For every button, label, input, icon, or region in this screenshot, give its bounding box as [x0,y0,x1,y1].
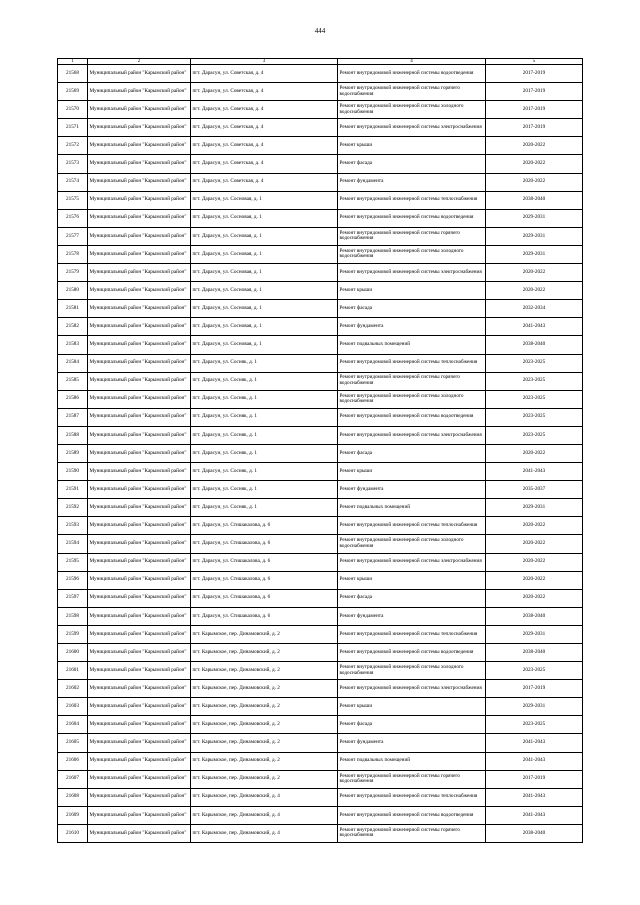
table-row [58,119,583,137]
table-row [58,390,583,408]
address-cell: пгт. Дарасун, ул. Сосняк, д. 1 [191,463,338,481]
row-number-cell: 21590 [58,463,88,481]
row-number-cell: 21601 [58,662,88,680]
work-type-cell: Ремонт фундамента [338,481,486,499]
row-number-cell: 21570 [58,101,88,119]
address-cell: пгт. Карымское, пер. Динамовский, д. 2 [191,662,338,680]
address-cell: пгт. Дарасун, ул. Стишакалова, д. 6 [191,607,338,625]
table-row [58,770,583,788]
row-number-cell: 21577 [58,227,88,245]
work-type-cell: Ремонт подвальных помещений [338,336,486,354]
district-cell: Муниципальный район "Карымский район" [88,408,191,426]
district-cell: Муниципальный район "Карымский район" [88,336,191,354]
district-cell: Муниципальный район "Карымский район" [88,481,191,499]
period-cell: 2029-2031 [486,245,583,263]
table-row [58,571,583,589]
work-type-cell: Ремонт крыши [338,698,486,716]
table-row [58,752,583,770]
table-row [58,155,583,173]
table-row [58,65,583,83]
row-number-cell: 21600 [58,644,88,662]
period-cell: 2041-2043 [486,463,583,481]
work-type-cell: Ремонт фундамента [338,318,486,336]
work-type-cell: Ремонт фасада [338,716,486,734]
work-type-cell: Ремонт внутридомовой инженерной системы холодного водоснабжения [338,535,486,553]
address-cell: пгт. Дарасун, ул. Сосновая, д. 1 [191,209,338,227]
work-type-cell: Ремонт внутридомовой инженерной системы теплоснабжения [338,191,486,209]
work-type-cell: Ремонт внутридомовой инженерной системы теплоснабжения [338,625,486,643]
period-cell: 2020-2022 [486,553,583,571]
table-row [58,83,583,101]
work-type-cell: Ремонт внутридомовой инженерной системы водоотведения [338,209,486,227]
work-type-cell: Ремонт внутридомовой инженерной системы холодного водоснабжения [338,101,486,119]
row-number-cell: 21569 [58,83,88,101]
row-number-cell: 21576 [58,209,88,227]
column-header-1: 1 [58,59,88,65]
row-number-cell: 21579 [58,264,88,282]
table-row [58,336,583,354]
district-cell: Муниципальный район "Карымский район" [88,535,191,553]
row-number-cell: 21609 [58,806,88,824]
row-number-cell: 21582 [58,318,88,336]
address-cell: пгт. Карымское, пер. Динамовский, д. 4 [191,824,338,842]
table-row [58,209,583,227]
work-type-cell: Ремонт внутридомовой инженерной системы горячего водоснабжения [338,227,486,245]
work-type-cell: Ремонт внутридомовой инженерной системы водоотведения [338,65,486,83]
address-cell: пгт. Карымское, пер. Динамовский, д. 4 [191,788,338,806]
address-cell: пгт. Дарасун, ул. Сосняк, д. 1 [191,390,338,408]
address-cell: пгт. Дарасун, ул. Сосняк, д. 1 [191,408,338,426]
period-cell: 2017-2019 [486,65,583,83]
address-cell: пгт. Дарасун, ул. Стишакалова, д. 6 [191,571,338,589]
row-number-cell: 21604 [58,716,88,734]
row-number-cell: 21587 [58,408,88,426]
row-number-cell: 21574 [58,173,88,191]
district-cell: Муниципальный район "Карымский район" [88,824,191,842]
table-row [58,788,583,806]
row-number-cell: 21586 [58,390,88,408]
row-number-cell: 21592 [58,499,88,517]
district-cell: Муниципальный район "Карымский район" [88,644,191,662]
table-row [58,607,583,625]
table-row [58,426,583,444]
period-cell: 2020-2022 [486,589,583,607]
period-cell: 2020-2022 [486,155,583,173]
district-cell: Муниципальный район "Карымский район" [88,806,191,824]
row-number-cell: 21603 [58,698,88,716]
table-row [58,101,583,119]
period-cell: 2017-2019 [486,770,583,788]
period-cell: 2023-2025 [486,426,583,444]
table-row [58,589,583,607]
work-type-cell: Ремонт фасада [338,155,486,173]
work-type-cell: Ремонт фундамента [338,734,486,752]
table-row [58,318,583,336]
district-cell: Муниципальный район "Карымский район" [88,282,191,300]
address-cell: пгт. Дарасун, ул. Советская, д. 4 [191,65,338,83]
period-cell: 2020-2022 [486,571,583,589]
address-cell: пгт. Карымское, пер. Динамовский, д. 2 [191,698,338,716]
row-number-cell: 21572 [58,137,88,155]
district-cell: Муниципальный район "Карымский район" [88,354,191,372]
address-cell: пгт. Дарасун, ул. Стишакалова, д. 6 [191,535,338,553]
address-cell: пгт. Дарасун, ул. Сосновая, д. 1 [191,264,338,282]
column-header-5: 5 [486,59,583,65]
table-row [58,481,583,499]
table-row [58,517,583,535]
column-header-3: 3 [191,59,338,65]
page-number: 444 [314,27,326,35]
table-row [58,553,583,571]
address-cell: пгт. Дарасун, ул. Сосняк, д. 1 [191,481,338,499]
row-number-cell: 21580 [58,282,88,300]
period-cell: 2023-2025 [486,716,583,734]
row-number-cell: 21571 [58,119,88,137]
period-cell: 2020-2022 [486,535,583,553]
work-type-cell: Ремонт фундамента [338,173,486,191]
table-row [58,354,583,372]
repair-schedule-table [57,58,583,843]
district-cell: Муниципальный район "Карымский район" [88,227,191,245]
district-cell: Муниципальный район "Карымский район" [88,734,191,752]
table-row [58,444,583,462]
district-cell: Муниципальный район "Карымский район" [88,101,191,119]
table-row [58,698,583,716]
address-cell: пгт. Дарасун, ул. Стишакалова, д. 6 [191,553,338,571]
period-cell: 2041-2043 [486,318,583,336]
row-number-cell: 21606 [58,752,88,770]
address-cell: пгт. Карымское, пер. Динамовский, д. 2 [191,680,338,698]
table-row [58,463,583,481]
district-cell: Муниципальный район "Карымский район" [88,553,191,571]
row-number-cell: 21575 [58,191,88,209]
district-cell: Муниципальный район "Карымский район" [88,444,191,462]
address-cell: пгт. Карымское, пер. Динамовский, д. 4 [191,806,338,824]
period-cell: 2038-2040 [486,607,583,625]
district-cell: Муниципальный район "Карымский район" [88,209,191,227]
period-cell: 2029-2031 [486,499,583,517]
column-header-2: 2 [88,59,191,65]
table-row [58,191,583,209]
work-type-cell: Ремонт внутридомовой инженерной системы электроснабжения [338,426,486,444]
table-row [58,644,583,662]
district-cell: Муниципальный район "Карымский район" [88,680,191,698]
period-cell: 2041-2043 [486,806,583,824]
table-body [58,59,583,843]
work-type-cell: Ремонт внутридомовой инженерной системы водоотведения [338,644,486,662]
period-cell: 2020-2022 [486,137,583,155]
district-cell: Муниципальный район "Карымский район" [88,264,191,282]
period-cell: 2023-2025 [486,372,583,390]
address-cell: пгт. Дарасун, ул. Сосновая, д. 1 [191,300,338,318]
table-row [58,535,583,553]
row-number-cell: 21585 [58,372,88,390]
period-cell: 2017-2019 [486,83,583,101]
table-row [58,300,583,318]
address-cell: пгт. Дарасун, ул. Сосновая, д. 1 [191,336,338,354]
work-type-cell: Ремонт фасада [338,444,486,462]
work-type-cell: Ремонт внутридомовой инженерной системы электроснабжения [338,680,486,698]
address-cell: пгт. Дарасун, ул. Сосняк, д. 1 [191,372,338,390]
address-cell: пгт. Дарасун, ул. Советская, д. 4 [191,83,338,101]
table-row [58,264,583,282]
address-cell: пгт. Карымское, пер. Динамовский, д. 2 [191,734,338,752]
work-type-cell: Ремонт внутридомовой инженерной системы теплоснабжения [338,354,486,372]
work-type-cell: Ремонт крыши [338,137,486,155]
district-cell: Муниципальный район "Карымский район" [88,372,191,390]
district-cell: Муниципальный район "Карымский район" [88,716,191,734]
row-number-cell: 21591 [58,481,88,499]
address-cell: пгт. Дарасун, ул. Советская, д. 4 [191,155,338,173]
period-cell: 2020-2022 [486,282,583,300]
address-cell: пгт. Дарасун, ул. Советская, д. 4 [191,137,338,155]
column-header-4: 4 [338,59,486,65]
row-number-cell: 21578 [58,245,88,263]
work-type-cell: Ремонт подвальных помещений [338,752,486,770]
period-cell: 2020-2022 [486,517,583,535]
work-type-cell: Ремонт внутридомовой инженерной системы водоотведения [338,806,486,824]
district-cell: Муниципальный район "Карымский район" [88,625,191,643]
address-cell: пгт. Дарасун, ул. Сосновая, д. 1 [191,282,338,300]
table-row [58,734,583,752]
district-cell: Муниципальный район "Карымский район" [88,65,191,83]
work-type-cell: Ремонт крыши [338,463,486,481]
row-number-cell: 21593 [58,517,88,535]
row-number-cell: 21597 [58,589,88,607]
table-row [58,173,583,191]
period-cell: 2029-2031 [486,625,583,643]
period-cell: 2029-2031 [486,227,583,245]
period-cell: 2023-2025 [486,662,583,680]
work-type-cell: Ремонт крыши [338,571,486,589]
table-row [58,806,583,824]
district-cell: Муниципальный район "Карымский район" [88,137,191,155]
address-cell: пгт. Дарасун, ул. Сосновая, д. 1 [191,227,338,245]
period-cell: 2023-2025 [486,354,583,372]
address-cell: пгт. Дарасун, ул. Советская, д. 4 [191,173,338,191]
period-cell: 2017-2019 [486,101,583,119]
work-type-cell: Ремонт крыши [338,282,486,300]
address-cell: пгт. Карымское, пер. Динамовский, д. 2 [191,625,338,643]
row-number-cell: 21584 [58,354,88,372]
address-cell: пгт. Дарасун, ул. Сосновая, д. 1 [191,245,338,263]
period-cell: 2020-2022 [486,264,583,282]
district-cell: Муниципальный район "Карымский район" [88,318,191,336]
table-row [58,372,583,390]
table-row [58,282,583,300]
period-cell: 2038-2040 [486,336,583,354]
address-cell: пгт. Карымское, пер. Динамовский, д. 2 [191,716,338,734]
period-cell: 2029-2031 [486,209,583,227]
table-row [58,137,583,155]
work-type-cell: Ремонт внутридомовой инженерной системы электроснабжения [338,119,486,137]
address-cell: пгт. Дарасун, ул. Сосняк, д. 1 [191,426,338,444]
work-type-cell: Ремонт подвальных помещений [338,499,486,517]
district-cell: Муниципальный район "Карымский район" [88,517,191,535]
district-cell: Муниципальный район "Карымский район" [88,662,191,680]
work-type-cell: Ремонт внутридомовой инженерной системы холодного водоснабжения [338,245,486,263]
address-cell: пгт. Дарасун, ул. Сосняк, д. 1 [191,354,338,372]
row-number-cell: 21589 [58,444,88,462]
work-type-cell: Ремонт внутридомовой инженерной системы холодного водоснабжения [338,390,486,408]
district-cell: Муниципальный район "Карымский район" [88,173,191,191]
district-cell: Муниципальный район "Карымский район" [88,119,191,137]
district-cell: Муниципальный район "Карымский район" [88,698,191,716]
row-number-cell: 21588 [58,426,88,444]
address-cell: пгт. Дарасун, ул. Сосновая, д. 1 [191,318,338,336]
row-number-cell: 21610 [58,824,88,842]
row-number-cell: 21607 [58,770,88,788]
period-cell: 2029-2031 [486,698,583,716]
district-cell: Муниципальный район "Карымский район" [88,752,191,770]
row-number-cell: 21598 [58,607,88,625]
row-number-cell: 21608 [58,788,88,806]
address-cell: пгт. Дарасун, ул. Стишакалова, д. 6 [191,517,338,535]
address-cell: пгт. Карымское, пер. Динамовский, д. 2 [191,752,338,770]
work-type-cell: Ремонт внутридомовой инженерной системы водоотведения [338,408,486,426]
district-cell: Муниципальный район "Карымский район" [88,607,191,625]
district-cell: Муниципальный район "Карымский район" [88,155,191,173]
work-type-cell: Ремонт внутридомовой инженерной системы электроснабжения [338,264,486,282]
district-cell: Муниципальный район "Карымский район" [88,770,191,788]
row-number-cell: 21599 [58,625,88,643]
address-cell: пгт. Карымское, пер. Динамовский, д. 2 [191,644,338,662]
period-cell: 2023-2025 [486,408,583,426]
address-cell: пгт. Дарасун, ул. Советская, д. 4 [191,119,338,137]
address-cell: пгт. Дарасун, ул. Сосняк, д. 1 [191,499,338,517]
period-cell: 2023-2025 [486,390,583,408]
period-cell: 2035-2037 [486,481,583,499]
period-cell: 2038-2040 [486,644,583,662]
district-cell: Муниципальный район "Карымский район" [88,83,191,101]
row-number-cell: 21602 [58,680,88,698]
work-type-cell: Ремонт внутридомовой инженерной системы горячего водоснабжения [338,372,486,390]
address-cell: пгт. Дарасун, ул. Стишакалова, д. 6 [191,589,338,607]
row-number-cell: 21581 [58,300,88,318]
work-type-cell: Ремонт внутридомовой инженерной системы электроснабжения [338,553,486,571]
period-cell: 2017-2019 [486,119,583,137]
work-type-cell: Ремонт фасада [338,589,486,607]
district-cell: Муниципальный район "Карымский район" [88,191,191,209]
work-type-cell: Ремонт внутридомовой инженерной системы горячего водоснабжения [338,824,486,842]
row-number-cell: 21573 [58,155,88,173]
period-cell: 2041-2043 [486,752,583,770]
table-row [58,408,583,426]
work-type-cell: Ремонт внутридомовой инженерной системы горячего водоснабжения [338,770,486,788]
period-cell: 2032-2034 [486,300,583,318]
row-number-cell: 21605 [58,734,88,752]
work-type-cell: Ремонт внутридомовой инженерной системы теплоснабжения [338,788,486,806]
row-number-cell: 21583 [58,336,88,354]
work-type-cell: Ремонт фундамента [338,607,486,625]
row-number-cell: 21568 [58,65,88,83]
table-row [58,227,583,245]
district-cell: Муниципальный район "Карымский район" [88,426,191,444]
table-row [58,716,583,734]
period-cell: 2041-2043 [486,734,583,752]
district-cell: Муниципальный район "Карымский район" [88,390,191,408]
table-row [58,662,583,680]
address-cell: пгт. Дарасун, ул. Сосняк, д. 1 [191,444,338,462]
row-number-cell: 21594 [58,535,88,553]
row-number-cell: 21596 [58,571,88,589]
period-cell: 2017-2019 [486,680,583,698]
period-cell: 2038-2040 [486,824,583,842]
table-row [58,499,583,517]
work-type-cell: Ремонт фасада [338,300,486,318]
row-number-cell: 21595 [58,553,88,571]
address-cell: пгт. Дарасун, ул. Советская, д. 4 [191,101,338,119]
address-cell: пгт. Дарасун, ул. Сосновая, д. 1 [191,191,338,209]
work-type-cell: Ремонт внутридомовой инженерной системы теплоснабжения [338,517,486,535]
table-row [58,680,583,698]
period-cell: 2038-2040 [486,191,583,209]
address-cell: пгт. Карымское, пер. Динамовский, д. 2 [191,770,338,788]
district-cell: Муниципальный район "Карымский район" [88,571,191,589]
district-cell: Муниципальный район "Карымский район" [88,463,191,481]
period-cell: 2020-2022 [486,173,583,191]
work-type-cell: Ремонт внутридомовой инженерной системы горячего водоснабжения [338,83,486,101]
work-type-cell: Ремонт внутридомовой инженерной системы холодного водоснабжения [338,662,486,680]
period-cell: 2041-2043 [486,788,583,806]
table-row [58,245,583,263]
district-cell: Муниципальный район "Карымский район" [88,788,191,806]
district-cell: Муниципальный район "Карымский район" [88,245,191,263]
period-cell: 2020-2022 [486,444,583,462]
district-cell: Муниципальный район "Карымский район" [88,589,191,607]
table-row [58,824,583,842]
table-row [58,625,583,643]
district-cell: Муниципальный район "Карымский район" [88,499,191,517]
district-cell: Муниципальный район "Карымский район" [88,300,191,318]
